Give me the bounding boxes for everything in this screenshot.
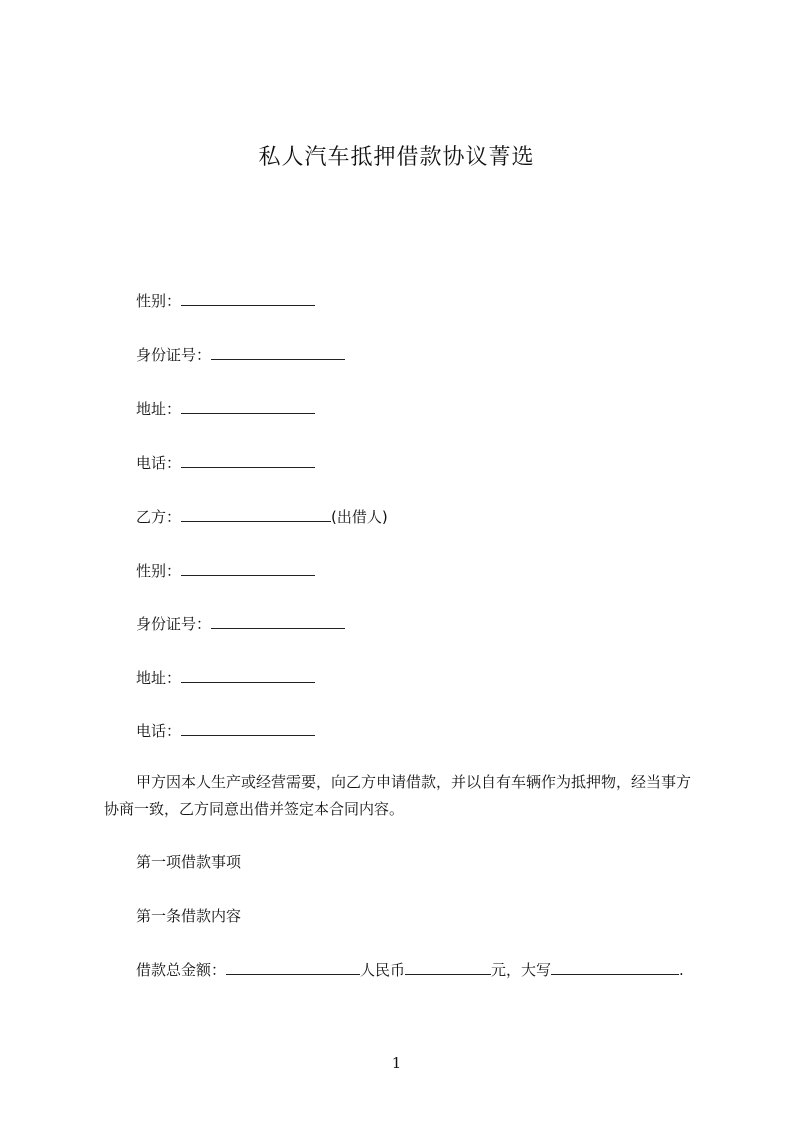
field-phone-b [136,720,315,742]
fill-blank [226,959,360,975]
agreement-paragraph [104,769,694,823]
loan-amount-line [136,959,684,981]
fill-blank [211,613,345,629]
field-label: 身份证号： [136,346,212,364]
fill-blank [181,560,315,576]
paragraph-text: 甲方因本人生产或经营需要，向乙方申请借款，并以自有车辆作为抵押物，经当事方协商一致，乙方同意出借并签定本合同内容。 [104,773,692,818]
fill-blank [551,959,679,975]
unit-label: 元，大写 [491,961,552,979]
field-label: 电话： [136,722,182,740]
field-address-a [136,398,315,420]
field-address-b [136,667,315,689]
fill-blank [181,720,315,736]
field-gender-a [136,290,315,312]
fill-blank [211,344,345,360]
document-title: 私人汽车抵押借款协议菁选 [258,145,535,170]
field-suffix: (出借人) [331,508,388,526]
field-label: 地址： [136,669,182,687]
field-party-b [136,506,388,528]
field-label: 性别： [136,562,182,580]
page-number: 1 [391,1054,402,1072]
field-id-number-b [136,613,345,635]
fill-blank [181,506,331,522]
amount-label: 借款总金额： [136,961,227,979]
field-id-number-a [136,344,345,366]
fill-blank [181,398,315,414]
field-label: 身份证号： [136,615,212,633]
fill-blank [181,290,315,306]
field-label: 乙方： [136,508,182,526]
field-label: 性别： [136,292,182,310]
section-heading: 第一项借款事项 [136,853,242,871]
field-label: 电话： [136,454,182,472]
field-phone-a [136,452,315,474]
field-label: 地址： [136,400,182,418]
fill-blank [405,959,491,975]
field-gender-b [136,560,315,582]
currency-label: 人民币 [360,961,406,979]
article-heading: 第一条借款内容 [136,907,242,925]
fill-blank [181,667,315,683]
fill-blank [181,452,315,468]
line-end: . [679,961,684,979]
